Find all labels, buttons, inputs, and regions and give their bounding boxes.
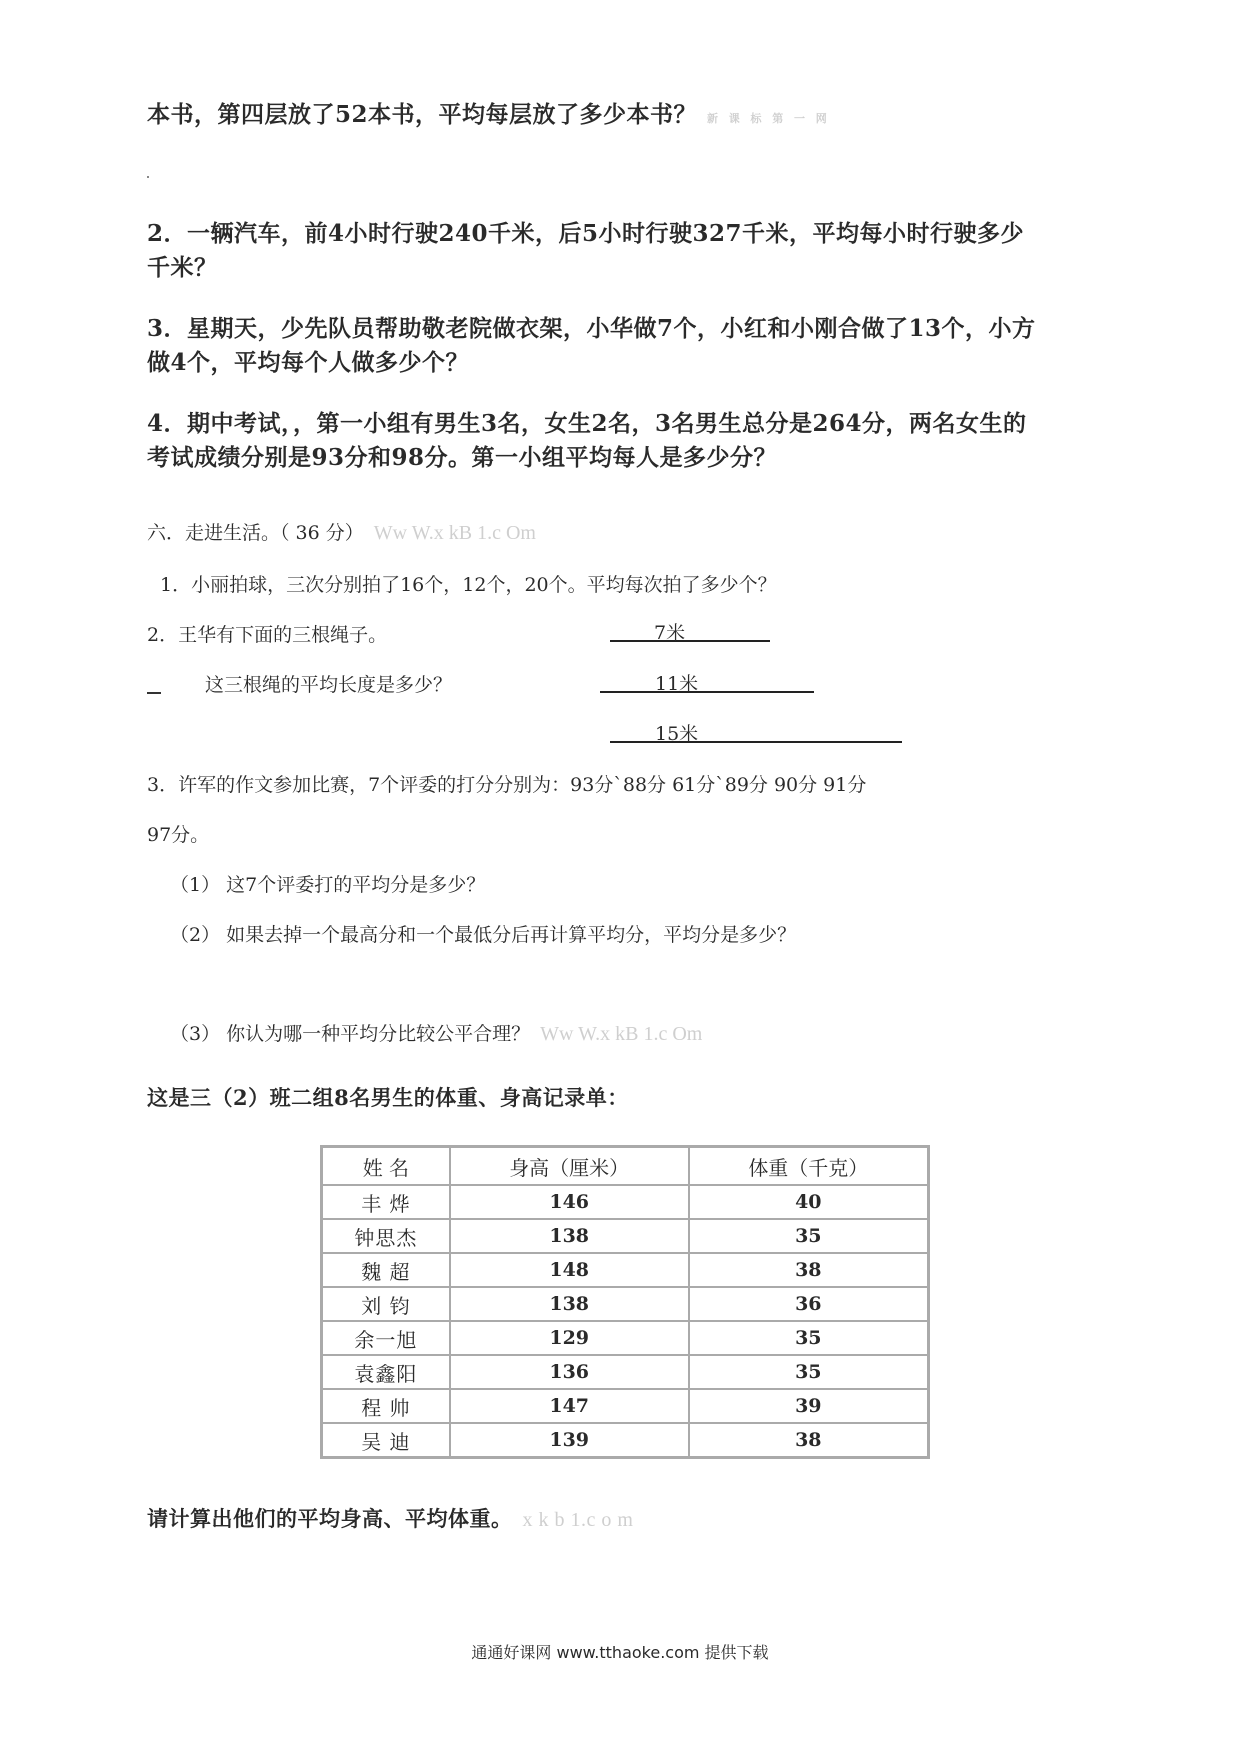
height-cell: 136 [450,1355,689,1389]
table-intro: 这是三（2）班二组8名男生的体重、身高记录单： [147,1085,629,1110]
table-row [322,1185,929,1219]
answer-blank-dash [147,692,161,694]
height-cell: 139 [450,1423,689,1458]
header-name: 姓 名 [322,1147,450,1186]
table-row [322,1321,929,1355]
student-name: 丰 烨 [322,1185,450,1219]
student-name: 刘 钧 [322,1287,450,1321]
height-cell: 138 [450,1287,689,1321]
rope-label: 11米 [655,673,699,695]
watermark: x k b 1.c o m [522,1509,634,1531]
header-height: 身高（厘米） [450,1147,689,1186]
table-row [322,1219,929,1253]
s3-sub2: （2） 如果去掉一个最高分和一个最低分后再计算平均分，平均分是多少？ [170,924,797,946]
weight-cell: 38 [689,1423,929,1458]
student-name: 余一旭 [322,1321,450,1355]
rope-7m [610,618,770,642]
height-cell: 146 [450,1185,689,1219]
student-name: 程 帅 [322,1389,450,1423]
q3-line2: 做4个，平均每个人做多少个？ [147,349,470,376]
height-cell: 148 [450,1253,689,1287]
height-cell: 129 [450,1321,689,1355]
q2-line2: 千米？ [147,254,218,281]
q4-line2: 考试成绩分别是93分和98分。第一小组平均每人是多少分？ [147,444,778,471]
table-row [322,1389,929,1423]
weight-cell: 40 [689,1185,929,1219]
s2-line2: 这三根绳的平均长度是多少？ [205,674,453,696]
intro-question-line: 本书，第四层放了52本书，平均每层放了多少本书？ 新 课 标 第 一 网 [147,101,831,128]
section6-title: 六．走进生活。（ 36 分） Ww W.x kB 1.c Om [147,522,536,544]
weight-cell: 35 [689,1219,929,1253]
student-name: 钟思杰 [322,1219,450,1253]
height-weight-table [320,1145,930,1459]
height-cell: 147 [450,1389,689,1423]
table-row [322,1423,929,1458]
weight-cell: 38 [689,1253,929,1287]
s3-line2: 97分。 [147,824,210,846]
s3-line1: 3．许军的作文参加比赛，7个评委的打分分别为：93分`88分 61分`89分 90分 91分 [147,774,867,796]
page-footer: 通通好课网 www.tthaoke.com 提供下载 [471,1643,769,1662]
s3-sub3: （3） 你认为哪一种平均分比较公平合理？ Ww W.x kB 1.c Om [170,1023,703,1045]
rope-11m [600,669,814,693]
header-weight: 体重（千克） [689,1147,929,1186]
student-name: 吴 迪 [322,1423,450,1458]
s3-sub1: （1） 这7个评委打的平均分是多少？ [170,874,486,896]
watermark: Ww W.x kB 1.c Om [373,522,536,544]
student-name: 魏 超 [322,1253,450,1287]
s1-question: 1．小丽拍球，三次分别拍了16个，12个，20个。平均每次拍了多少个？ [160,574,777,596]
weight-cell: 39 [689,1389,929,1423]
weight-cell: 36 [689,1287,929,1321]
table-row [322,1253,929,1287]
closing-question: 请计算出他们的平均身高、平均体重。 x k b 1.c o m [147,1506,634,1531]
table-header-row [322,1147,929,1186]
rope-15m [610,719,902,743]
q4-line1: 4．期中考试，，第一小组有男生3名，女生2名，3名男生总分是264分，两名女生的 [147,410,1027,437]
rope-label: 15米 [655,723,699,745]
stray-dot [147,176,149,178]
weight-cell: 35 [689,1355,929,1389]
weight-cell: 35 [689,1321,929,1355]
watermark: 新 课 标 第 一 网 [707,113,831,125]
s2-line1: 2．王华有下面的三根绳子。 [147,624,388,646]
q3-line1: 3．星期天，少先队员帮助敬老院做衣架，小华做7个，小红和小刚合做了13个，小方 [147,315,1036,342]
student-name: 袁鑫阳 [322,1355,450,1389]
table-row [322,1287,929,1321]
height-cell: 138 [450,1219,689,1253]
table-row [322,1355,929,1389]
watermark: Ww W.x kB 1.c Om [540,1023,703,1045]
q2-line1: 2．一辆汽车，前4小时行驶240千米，后5小时行驶327千米，平均每小时行驶多少 [147,220,1025,247]
rope-label: 7米 [654,622,686,644]
